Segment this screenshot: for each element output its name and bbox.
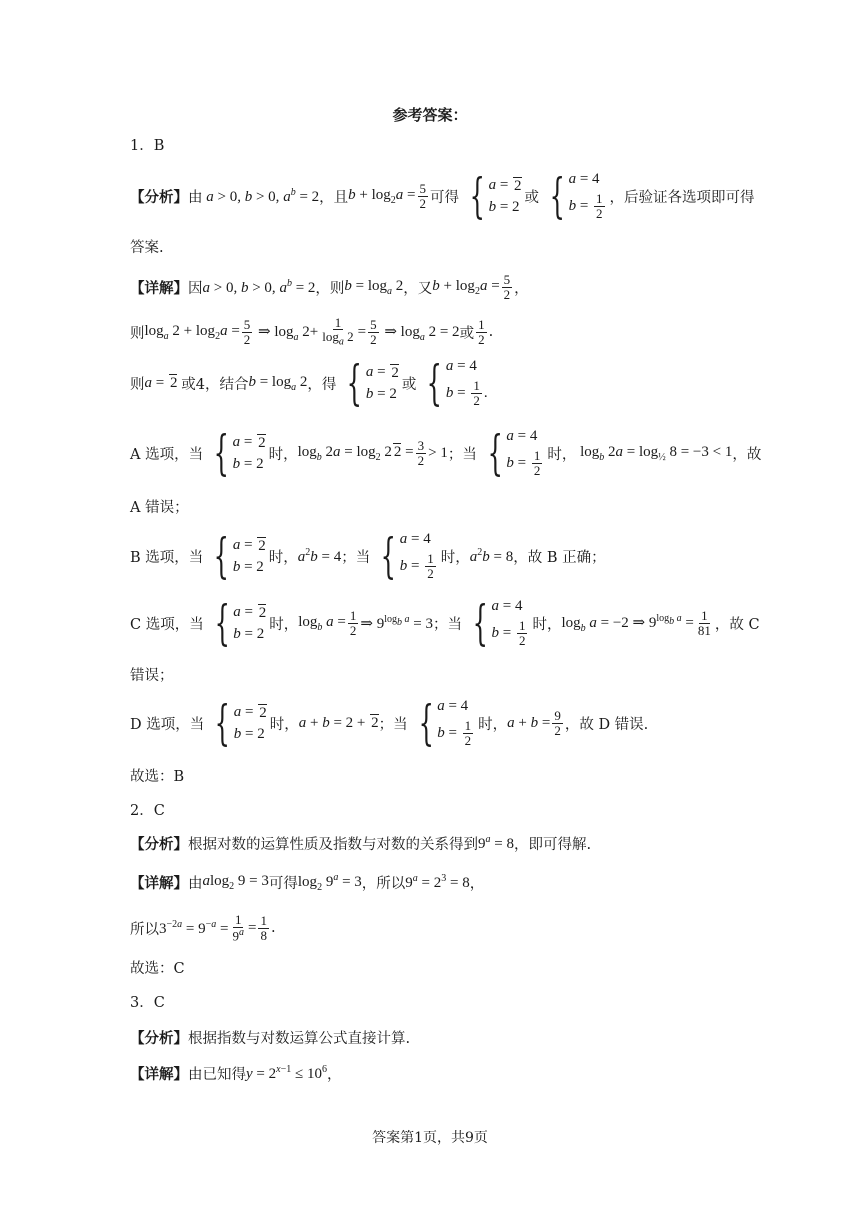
- q2-result: 所以 $3^{-2a} = 9^{-a}$ = $\frac{1}{9^a}$ = $\frac{1}{8}$ .: [130, 912, 276, 944]
- fraction: $\frac{5}{2}$: [419, 180, 427, 211]
- q1-derivation: 则 $\log_a 2 + \log_2a$ = $\frac{5}{2}$ ⇒ $\log_a 2+$ $\frac{1}{\log_a 2}$ = $\frac{5}{2}$ ⇒ $\log_a 2 = 2$ 或 $\frac{1}{2}$ .: [130, 314, 494, 348]
- q2-analysis: 【分析】 根据对数的运算性质及指数与对数的关系得到 $9^a = 8$ ，即可得解.: [130, 834, 592, 853]
- q1-analysis-wrap: 答案.: [130, 240, 164, 256]
- q3-number: 3．C: [130, 995, 165, 1011]
- q1-choice: 故选：B: [130, 769, 185, 785]
- q1-detail: 【详解】 因 a > 0, b > 0, $a^b = 2$ ，则 $b = \log_a 2$ ，又 $b + \log_2a$ = $\frac{5}{2}$ ，: [130, 271, 529, 302]
- q1-option-c: C 选项，当 { a = 2 b = 2 时， $\log_b a$ = $\frac{1}{2}$ ⇒ $9^{log_b a} = 3$ ；当 { a = 4 b = $\frac{1}{2}$ 时， $\log_b a = -2$ ⇒ $9^{log_b a}$ = $\frac{1}{81}$ ，故 C: [130, 595, 760, 651]
- q2-detail: 【详解】 由 alog$_2$ 9 = 3 可得 $\log_2 9^a = 3$ ，所以 $9^a = 2^3 = 8$ ，: [130, 872, 485, 893]
- q3-analysis: 【分析】 根据指数与对数运算公式直接计算.: [130, 1030, 411, 1047]
- q2-number: 2．C: [130, 803, 165, 819]
- q1-option-c-wrap: 错误；: [130, 668, 174, 684]
- q3-detail: 【详解】 由已知得 $y = 2^{x-1} \le 10^6$ ，: [130, 1064, 342, 1083]
- math-expr: a > 0, b > 0, $a^b = 2$: [206, 186, 320, 205]
- q1-option-d: D 选项，当 { a = 2 b = 2 时， a + b = 2 + 2 ；当 { a = 4 b = $\frac{1}{2}$ 时， a + b = $\frac{9}{2}$ ，故 D 错误.: [130, 695, 649, 751]
- equation-system: { a = 2 b = 2: [469, 168, 522, 224]
- q1-option-a: A 选项，当 { a = 2 b = 2 时， $\log_b 2a = \log_2 2$ 2 = $\frac{3}{2}$ > 1 ；当 { a = 4 b = $\frac{1}{2}$ 时， $\log_b 2a = \log_{\frac{1}{2}} 8 = -3 < 1$ ，故: [130, 425, 762, 481]
- q1-number: 1．B: [130, 138, 165, 154]
- page-title: 参考答案：: [392, 106, 468, 124]
- math-expr: $b + \log_2a$ =: [348, 186, 416, 206]
- q1-option-a-wrap: A 错误；: [130, 500, 189, 516]
- q1-analysis: 【分析】 由 a > 0, b > 0, $a^b = 2$ ，且 $b + \log_2a$ = $\frac{5}{2}$ 可得 { a = 2 b = 2 或 { a = 4 b = $\frac{1}{2}$ ，后验证各选项即可得: [130, 168, 755, 224]
- q2-choice: 故选：C: [130, 961, 185, 977]
- equation-system: { a = 4 b = $\frac{1}{2}$: [549, 168, 603, 224]
- q1-solutions: 则 a = 2 或4，结合 $b = \log_a 2$ ，得 { a = 2 b = 2 或 { a = 4 b = $\frac{1}{2}$ .: [130, 355, 488, 411]
- page-footer: 答案第1页，共9页: [372, 1130, 488, 1146]
- q1-option-b: B 选项，当 { a = 2 b = 2 时， $a^2b = 4$ ；当 { a = 4 b = $\frac{1}{2}$ 时， $a^2b = 8$ ，故 B 正确；: [130, 528, 606, 584]
